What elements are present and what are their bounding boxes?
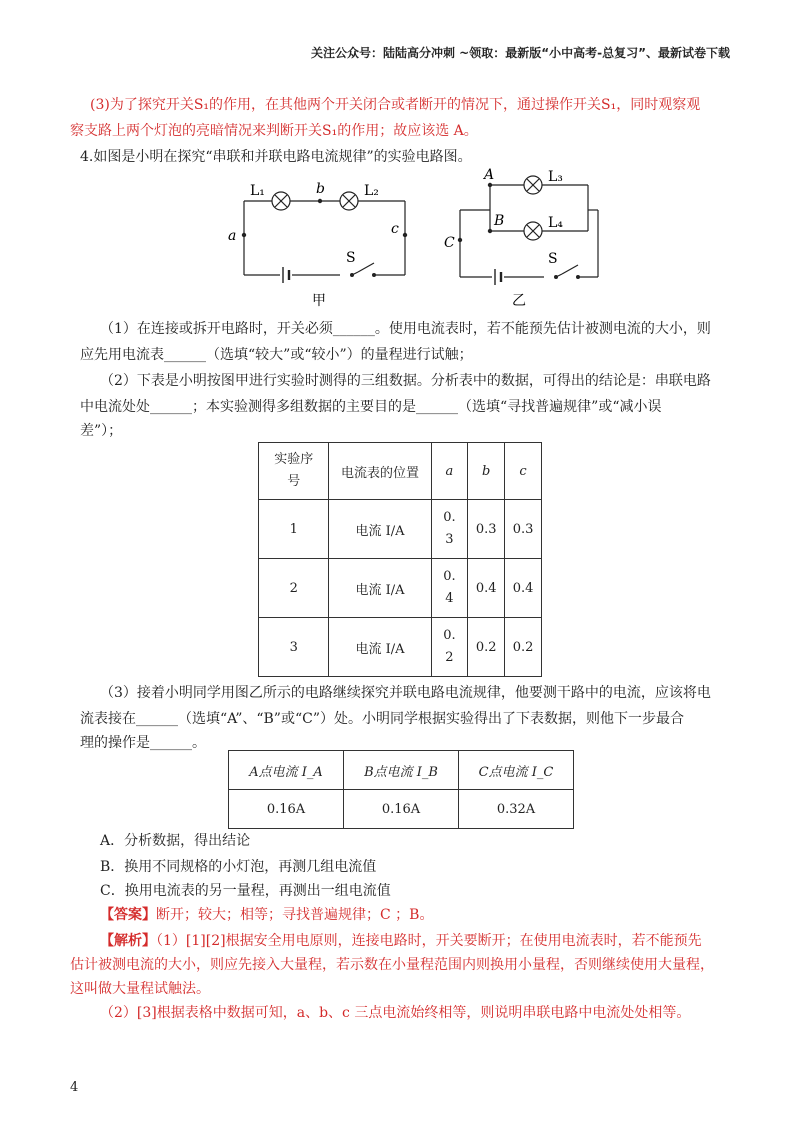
label-A: A <box>484 167 495 183</box>
lamp-l3-icon <box>524 176 542 194</box>
battery-icon <box>495 269 501 285</box>
point-A <box>488 183 492 187</box>
table-cell: 0.32A <box>459 790 574 829</box>
point-a <box>242 233 246 237</box>
circuit-diagram-jia <box>220 175 420 310</box>
analysis-text-1: （1）[1][2]根据安全用电原则，连接电路时，开关要断开；在使用电流表时，若不能预先 <box>156 933 702 949</box>
label-s: S <box>548 251 558 267</box>
table-cell: 3 <box>259 618 329 677</box>
table-cell: 0.16A <box>344 790 459 829</box>
table-header-row <box>259 443 542 500</box>
table-cell: 0. 2 <box>431 618 468 677</box>
table-cell: 电流 I/A <box>329 559 431 618</box>
option-b: B．换用不同规格的小灯泡，再测几组电流值 <box>100 859 377 875</box>
label-b: b <box>316 181 325 197</box>
q2-line2: 中电流处处______；本实验测得多组数据的主要目的是______（选填“寻找普遍规律”或“减小误 <box>80 399 662 415</box>
answer-label: 【答案】 <box>100 907 156 923</box>
q2-line1: （2）下表是小明按图甲进行实验时测得的三组数据。分析表中的数据，可得出的结论是：串联电路 <box>100 373 711 389</box>
table-cell: 0. 3 <box>431 500 468 559</box>
table-cell: 0.3 <box>468 500 505 559</box>
caption-yi: 乙 <box>512 293 526 309</box>
table-row <box>259 500 542 559</box>
label-l2: L₂ <box>364 183 379 199</box>
lamp-l4-icon <box>524 222 542 240</box>
table-header: B点电流 I_B <box>344 751 459 790</box>
analysis-line3: 这叫做大量程试触法。 <box>70 981 210 997</box>
q1-line2: 应先用电流表______（选填“较大”或“较小”）的量程进行试触； <box>80 347 473 363</box>
q3-line2: 流表接在______（选填“A”、“B”或“C”）处。小明同学根据实验得出了下表数据，则他下一步最合 <box>80 711 684 727</box>
label-s: S <box>346 250 356 266</box>
table-cell: 0.3 <box>505 500 542 559</box>
label-C: C <box>444 235 455 251</box>
circuit-diagram-yi <box>440 165 620 310</box>
option-c: C．换用电流表的另一量程，再测出一组电流值 <box>100 883 391 899</box>
point-b <box>318 199 322 203</box>
page-header: 关注公众号：陆陆高分冲刺 ~领取：最新版“小中高考-总复习”、最新试卷下载 <box>311 46 730 60</box>
label-l3: L₃ <box>548 169 563 185</box>
table-header: A点电流 I_A <box>229 751 344 790</box>
question-title: 4.如图是小明在探究“串联和并联电路电流规律”的实验电路图。 <box>80 149 472 165</box>
answer-line <box>100 902 720 928</box>
prev-answer-line2: 察支路上两个灯泡的亮暗情况来判断开关S₁的作用；故应该选 A。 <box>70 123 478 139</box>
table-header: C点电流 I_C <box>459 751 574 790</box>
answer-text: 断开；较大；相等；寻找普遍规律；C ；B。 <box>156 907 434 923</box>
prev-answer-line1: (3)为了探究开关S₁的作用，在其他两个开关闭合或者断开的情况下，通过操作开关S₁，同时观察观 <box>90 97 701 113</box>
caption-jia: 甲 <box>312 293 326 309</box>
point-C <box>458 238 462 242</box>
table-row <box>229 790 574 829</box>
table-cell: 2 <box>259 559 329 618</box>
label-l1: L₁ <box>250 183 265 199</box>
table-cell: 0. 4 <box>431 559 468 618</box>
table-header-row <box>229 751 574 790</box>
point-B <box>488 229 492 233</box>
data-table-series <box>258 442 542 677</box>
table-cell: 0.4 <box>468 559 505 618</box>
lamp-l1-icon <box>272 192 290 210</box>
table-header: c <box>505 443 542 500</box>
q3-line3: 理的操作是______。 <box>80 735 206 751</box>
q1-line1: （1）在连接或拆开电路时，开关必须______。使用电流表时，若不能预先估计被测电流的大小，则 <box>100 321 711 337</box>
q3-line1: （3）接着小明同学用图乙所示的电路继续探究并联电路电流规律，他要测干路中的电流，应该将电 <box>100 685 711 701</box>
table-header: a <box>431 443 468 500</box>
label-B: B <box>494 213 505 229</box>
analysis-line4: （2）[3]根据表格中数据可知，a、b、c 三点电流始终相等，则说明串联电路中电流处处相等。 <box>100 1005 691 1021</box>
table-header: b <box>468 443 505 500</box>
table-cell: 电流 I/A <box>329 618 431 677</box>
page-number: 4 <box>70 1080 79 1095</box>
analysis-line2: 估计被测电流的大小，则应先接入大量程，若示数在小量程范围内则换用小量程，否则继续使用大量程， <box>70 957 714 973</box>
table-cell: 0.2 <box>505 618 542 677</box>
table-row <box>259 559 542 618</box>
analysis-line1 <box>100 928 720 954</box>
table-cell: 0.2 <box>468 618 505 677</box>
point-c <box>403 233 407 237</box>
table-row <box>259 618 542 677</box>
table-header: 实验序 号 <box>259 443 329 500</box>
analysis-label: 【解析】 <box>100 933 156 949</box>
table-cell: 0.16A <box>229 790 344 829</box>
q2-line3: 差”）； <box>80 423 123 439</box>
lamp-l2-icon <box>340 192 358 210</box>
table-cell: 0.4 <box>505 559 542 618</box>
data-table-parallel <box>228 750 574 829</box>
battery-icon <box>283 267 289 283</box>
label-a: a <box>228 228 237 244</box>
table-cell: 电流 I/A <box>329 500 431 559</box>
label-l4: L₄ <box>548 215 563 231</box>
label-c: c <box>391 221 399 237</box>
table-header: 电流表的位置 <box>329 443 431 500</box>
option-a: A．分析数据，得出结论 <box>100 833 251 849</box>
table-cell: 1 <box>259 500 329 559</box>
